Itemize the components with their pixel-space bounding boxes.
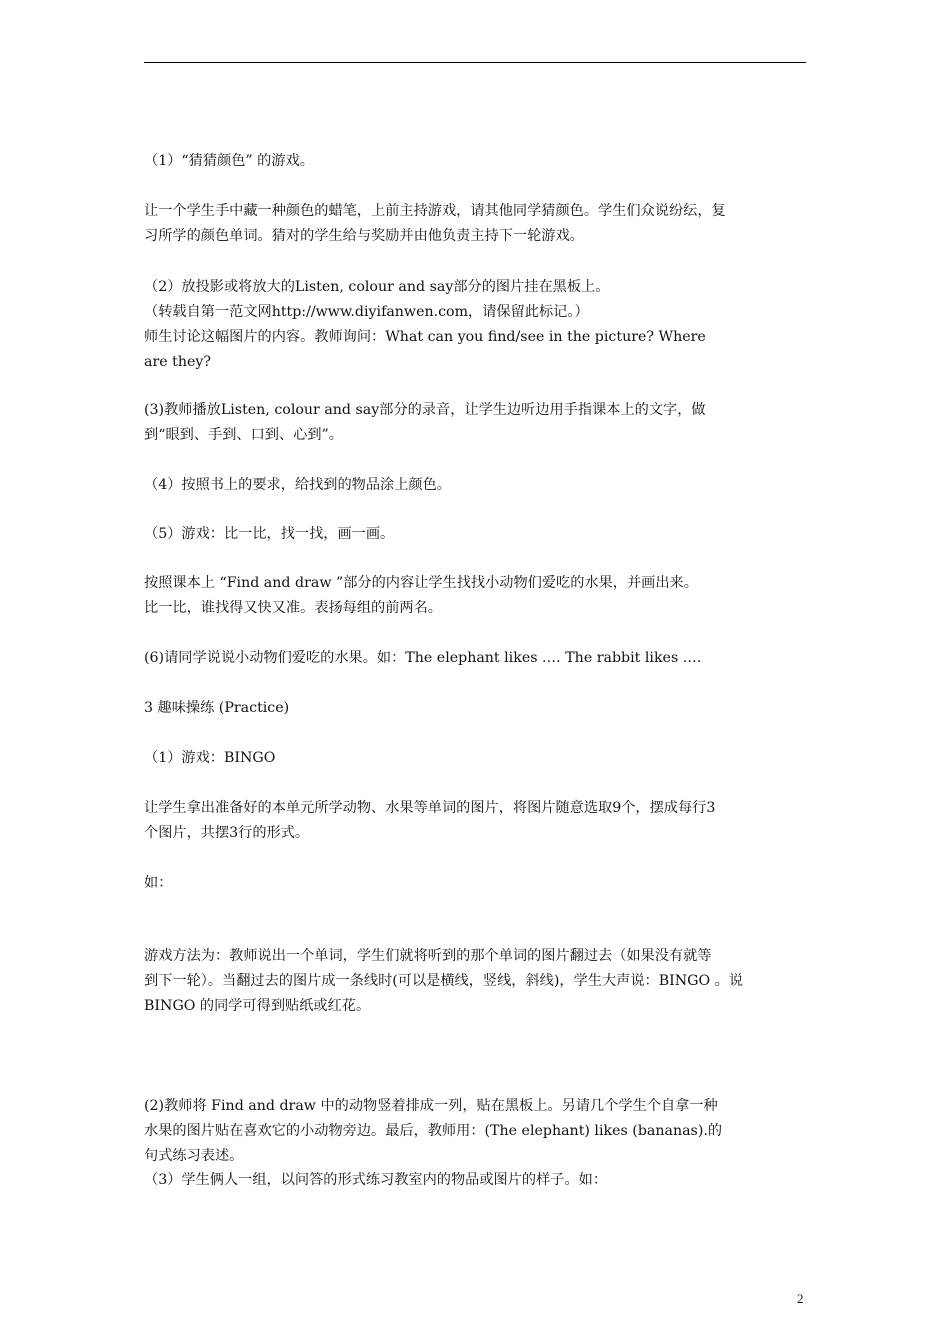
paragraph-line: 师生讨论这幅图片的内容。教师询问：What can you find/see in the picture? Where: [144, 329, 706, 345]
paragraph-line: （1）“猜猜颜色” 的游戏。: [144, 153, 314, 169]
paragraph-line: （5）游戏：比一比，找一找，画一画。: [144, 526, 395, 542]
paragraph: [144, 275, 808, 375]
paragraph: [144, 571, 808, 621]
paragraph-line: 句式练习表述。: [144, 1148, 244, 1164]
paragraph-line: （转载自第一范文网http://www.diyifanwen.com，请保留此标记。）: [144, 304, 589, 320]
paragraph: [144, 473, 808, 498]
paragraph-line: 习所学的颜色单词。猜对的学生给与奖励并由他负责主持下一轮游戏。: [144, 228, 584, 244]
paragraph: [144, 1168, 808, 1193]
paragraph-line: BINGO 的同学可得到贴纸或红花。: [144, 998, 371, 1014]
paragraph-line: 3 趣味操练 (Practice): [144, 700, 290, 716]
paragraph-line: （2）放投影或将放大的Listen, colour and say部分的图片挂在黑板上。: [144, 279, 610, 295]
paragraph: [144, 199, 808, 249]
paragraph-line: 个图片，共摆3行的形式。: [144, 825, 310, 841]
paragraph-line: (6)请同学说说小动物们爱吃的水果。如：The elephant likes .… The rabbit likes .…: [144, 650, 702, 666]
paragraph: [144, 696, 808, 721]
paragraph-line: (3)教师播放Listen, colour and say部分的录音，让学生边听边用手指课本上的文字，做: [144, 402, 706, 418]
paragraph: [144, 796, 808, 846]
paragraph-line: 让学生拿出准备好的本单元所学动物、水果等单词的图片，将图片随意选取9个，摆成每行3: [144, 800, 716, 816]
paragraph: [144, 398, 808, 448]
paragraph: [144, 1094, 808, 1169]
page-number: 2: [797, 1291, 804, 1306]
paragraph-line: 游戏方法为：教师说出一个单词，学生们就将听到的那个单词的图片翻过去（如果没有就等: [144, 948, 712, 964]
paragraph-line: 按照课本上 “Find and draw ”部分的内容让学生找找小动物们爱吃的水果，并画出来。: [144, 575, 698, 591]
paragraph: [144, 944, 808, 1019]
paragraph: [144, 871, 808, 896]
paragraph-line: 水果的图片贴在喜欢它的小动物旁边。最后，教师用：(The elephant) likes (bananas).的: [144, 1123, 723, 1139]
paragraph: [144, 746, 808, 771]
paragraph-line: (2)教师将 Find and draw 中的动物竖着排成一列，贴在黑板上。另请几个学生个自拿一种: [144, 1098, 718, 1114]
paragraph-line: 让一个学生手中藏一种颜色的蜡笔，上前主持游戏，请其他同学猜颜色。学生们众说纷纭，复: [144, 203, 726, 219]
paragraph: [144, 522, 808, 547]
header-rule: [144, 62, 806, 63]
paragraph: [144, 646, 808, 671]
paragraph-line: （4）按照书上的要求，给找到的物品涂上颜色。: [144, 477, 451, 493]
paragraph-line: （3）学生俩人一组，以问答的形式练习教室内的物品或图片的样子。如：: [144, 1172, 608, 1188]
paragraph-line: 到“眼到、手到、口到、心到”。: [144, 427, 343, 443]
paragraph: [144, 149, 808, 174]
paragraph-line: are they?: [144, 354, 212, 370]
paragraph-line: 到下一轮）。当翻过去的图片成一条线时(可以是横线，竖线，斜线)，学生大声说：BINGO 。说: [144, 973, 744, 989]
paragraph-line: 如：: [144, 875, 173, 891]
paragraph-line: 比一比，谁找得又快又准。表扬每组的前两名。: [144, 600, 442, 616]
paragraph-line: （1）游戏：BINGO: [144, 750, 276, 766]
